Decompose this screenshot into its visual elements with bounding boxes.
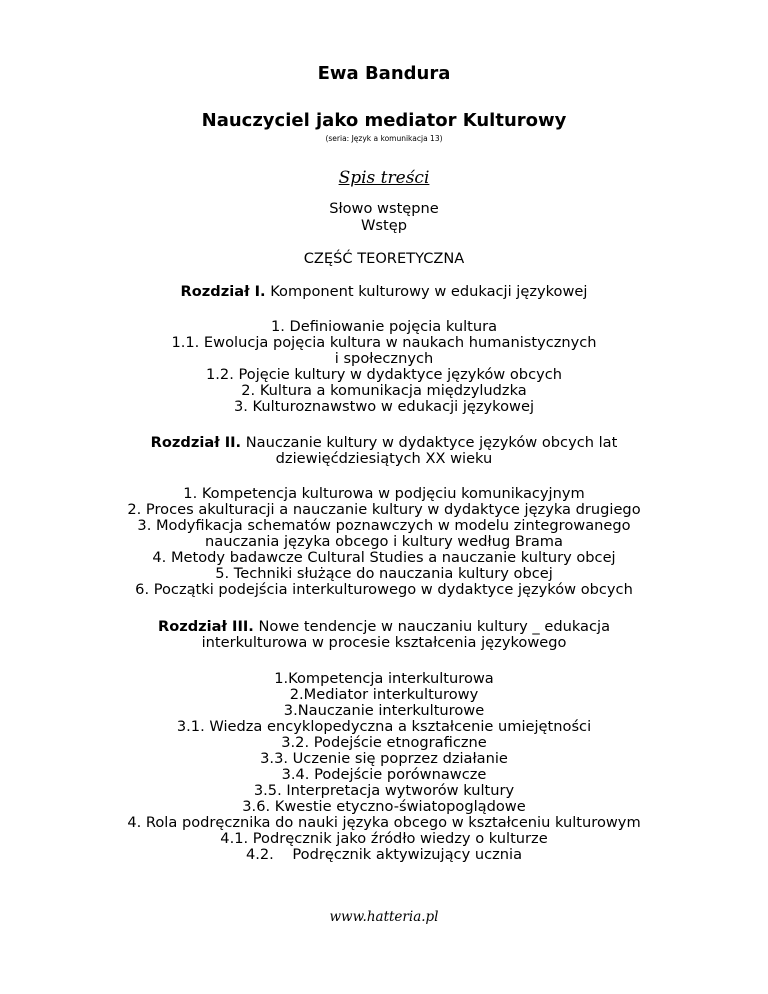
intro-introduction: Wstęp	[361, 217, 407, 234]
chapter-1-label: Rozdział I.	[180, 283, 266, 300]
toc-item: 3. Modyfikacja schematów poznawczych w modelu zintegrowanego	[137, 517, 631, 534]
book-title: Nauczyciel jako mediator Kulturowy	[201, 110, 567, 131]
toc-item: 3. Kulturoznawstwo w edukacji językowej	[233, 398, 535, 415]
toc-item: 3.3. Uczenie się poprzez działanie	[260, 750, 508, 767]
toc-item: 3.2. Podejście etnograficzne	[281, 734, 487, 751]
toc-item: 3.1. Wiedza encyklopedyczna a kształcenie umiejętności	[176, 718, 592, 735]
toc-item: 3.4. Podejście porównawcze	[281, 766, 487, 783]
chapter-2-title-line-2: dziewięćdziesiątych XX wieku	[275, 450, 493, 467]
toc-item: 5. Techniki służące do nauczania kultury obcej	[215, 565, 553, 582]
chapter-3-title-line-1: Nowe tendencje w nauczaniu kultury _ edukacja	[258, 618, 611, 635]
chapter-2-title-line-1: Nauczanie kultury w dydaktyce języków obcych lat	[245, 434, 618, 451]
toc-item: 4.2. Podręcznik aktywizujący ucznia	[245, 846, 523, 863]
toc-item: 3.6. Kwestie etyczno-światopoglądowe	[242, 798, 526, 815]
toc-item: i społecznych	[334, 350, 434, 367]
footer-website[interactable]: www.hatteria.pl	[329, 909, 439, 925]
toc-item: nauczania języka obcego i kultury według Brama	[205, 533, 563, 550]
toc-item: 1.2. Pojęcie kultury w dydaktyce języków obcych	[206, 366, 562, 383]
toc-item: 1.1. Ewolucja pojęcia kultura w naukach humanistycznych	[171, 334, 597, 351]
toc-item: 1. Kompetencja kulturowa w podjęciu komunikacyjnym	[183, 485, 585, 502]
toc-item: 2. Proces akulturacji a nauczanie kultury w dydaktyce języka drugiego	[127, 501, 641, 518]
chapter-2-heading	[0, 434, 768, 451]
chapter-3-label: Rozdział III.	[157, 618, 254, 635]
chapter-3-heading	[0, 618, 768, 635]
toc-item: 3.Nauczanie interkulturowe	[283, 702, 485, 719]
intro-foreword: Słowo wstępne	[329, 200, 439, 217]
author-name: Ewa Bandura	[317, 63, 451, 84]
toc-item: 4. Rola podręcznika do nauki języka obcego w kształceniu kulturowym	[127, 814, 641, 831]
toc-item: 4.1. Podręcznik jako źródło wiedzy o kulturze	[220, 830, 548, 847]
toc-item: 1. Definiowanie pojęcia kultura	[270, 318, 498, 335]
toc-heading: Spis treści	[338, 168, 430, 188]
toc-item: 4. Metody badawcze Cultural Studies a nauczanie kultury obcej	[152, 549, 616, 566]
chapter-3-title-line-2: interkulturowa w procesie kształcenia językowego	[201, 634, 567, 651]
toc-item: 2. Kultura a komunikacja międzyludzka	[241, 382, 527, 399]
toc-item: 2.Mediator interkulturowy	[289, 686, 479, 703]
chapter-1-title: Komponent kulturowy w edukacji językowej	[270, 283, 588, 300]
toc-item: 6. Początki podejścia interkulturowego w dydaktyce języków obcych	[135, 581, 633, 598]
toc-item: 3.5. Interpretacja wytworów kultury	[253, 782, 515, 799]
toc-item: 1.Kompetencja interkulturowa	[274, 670, 494, 687]
chapter-2-label: Rozdział II.	[150, 434, 242, 451]
chapter-1-heading	[0, 283, 768, 300]
series-note: (seria: Język a komunikacja 13)	[325, 134, 443, 143]
part-title: CZĘŚĆ TEORETYCZNA	[303, 250, 465, 267]
